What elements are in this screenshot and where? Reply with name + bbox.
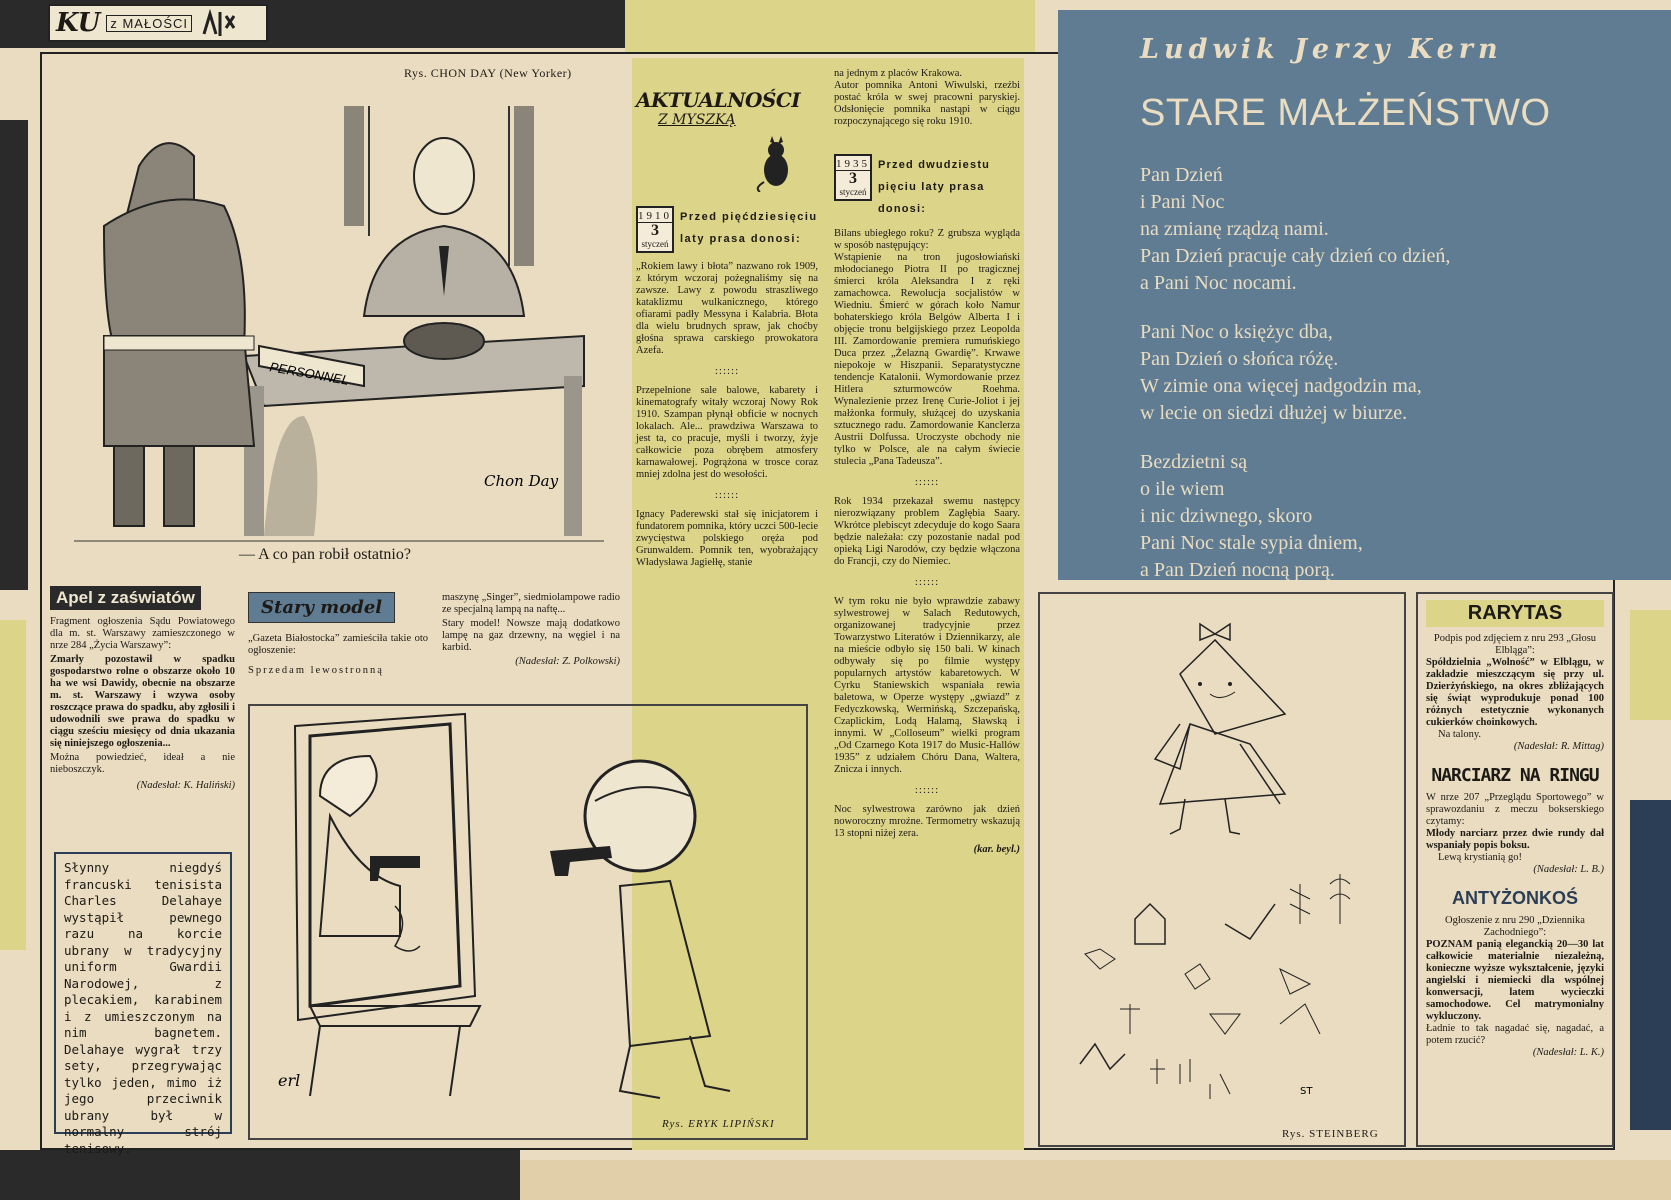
delahaye-text: Słynny niegdyś francuski tenisista Charles Delahaye wystąpił pewnego razu na korcie ubrany w tradycyjny uniform Gwardii Narodowej, z plecakiem, karabinem i z umieszczonym na nim bagnetem. Delahaye wygrał trzy sety, przegrywając tylko jeden, mimo iż jego przeciwnik ubrany był w normalny strój tenisowy. (64, 860, 222, 1156)
apel-section (50, 586, 235, 792)
poem-title: STARE MAŁŻEŃSTWO (1140, 92, 1551, 134)
stary-model-intro: „Gazeta Białostocka” zamieściła takie oto ogłoszenie: (248, 633, 428, 656)
anty-intro: Ogłoszenie z nru 290 „Dziennika Zachodniego”: (1445, 915, 1585, 938)
separator-4: :::::: (914, 576, 940, 588)
cartoon-lipinski-credit: Rys. ERYK LIPIŃSKI (662, 1118, 775, 1130)
narciarz-title: NARCIARZ NA RINGU (1431, 765, 1599, 786)
anty-credit: (Nadesłał: L. K.) (1532, 1047, 1604, 1058)
aktualnosci-1935-text-3: W tym roku nie było wprawdzie zabawy sylwestrowej w Salach Redutowych, organizowanej tradycyjnie przez Towarzystwo Literatów i Dziennikarzy, ale na mieście odbyło się 150 bali. W kinach odbywały się po filmie występy popularnych artystów kabaretowych. W Cyrku Staniewskich wspaniała rewia baletowa, w Operze występy „gwiazd” z Fedyczkowską, Wermińską, Szczepańską, Czaplickim, Lodą Halamą, Sławską i innymi. W „Colloseum” wielki program „Od Czarnego Kota 1917 do Music-Hallów 1935” z udziałem Chóru Dana, Waltera, Znicza i innych. (834, 596, 1020, 775)
right-yellow-block (1630, 610, 1671, 720)
narciarz-intro: W nrze 207 „Przeglądu Sportowego” w sprawozdaniu z meczu bokserskiego czytamy: (1426, 792, 1604, 827)
top-yellow-block (625, 0, 1035, 52)
cartoon-steinberg-credit: Rys. STEINBERG (1282, 1128, 1379, 1140)
right-sidebar (1416, 592, 1614, 1147)
poem-body (1140, 162, 1450, 606)
rarytas-title: RARYTAS (1426, 600, 1604, 627)
stary-model-col2 (442, 592, 620, 668)
aktualnosci-col2 (834, 68, 1020, 856)
separator-3: :::::: (914, 476, 940, 488)
poem-stanza-3: Bezdzietni są o ile wiem i nic dziwnego, skoro Pani Noc stale sypia dniem, a Pan Dzień nocną porą. (1140, 451, 1363, 581)
apel-credit: (Nadesłał: K. Haliński) (136, 780, 235, 791)
aktualnosci-1935-text-1: Bilans ubiegłego roku? Z grubsza wygląda w sposób następujący: Wstąpienie na tron jugosłowiański młodocianego Piotra II po tragicznej śmierci króla Aleksandra I z ręki zamachowca. Rewolucja socjalistów w Wiedniu. Śmierć w górach koło Namur bohaterskiego króla Belgów Alberta I i objęcie tronu belgijskiego przez Leopolda III. Zamordowanie premiera rumuńskiego Duca przez „Żelazną Gwardię”. Krwawe niepokoje w Hiszpanii. Separatystyczne tendencje Katalonii. Wymordowanie przez Hitlera szturmowców Roehma. Wynalezienie przez Irenę Curie-Joliot i jej małżonka formuły, służącej do uzyskania sztucznego radu. Zamordowanie Kanclerza Austrii Dolfussa. Uroczyste obchody nie tylko w Polsce, ale na całym świecie stulecia „Pana Tadeusza”. (834, 228, 1020, 467)
masthead-figure-icon (198, 8, 238, 38)
aktualnosci-logo-title: AKTUALNOŚCI (636, 88, 801, 112)
date-1910-month: styczeń (641, 239, 669, 249)
date-1935-year: 1935 (836, 158, 870, 170)
poem-stanza-1: Pan Dzień i Pani Noc na zmianę rządzą nami. Pan Dzień pracuje cały dzień co dzień, a Pani Noc nocami. (1140, 164, 1451, 294)
apel-intro: Fragment ogłoszenia Sądu Powiatowego dla m. st. Warszawy zamieszczonego w nrze 284 „Życia Warszawy”: (50, 616, 235, 651)
date-1910-year: 1910 (638, 210, 672, 222)
rarytas-credit: (Nadesłał: R. Mittag) (1513, 741, 1604, 752)
aktualnosci-intro-1935: Przed dwudziestu pięciu laty prasa donosi: (878, 159, 991, 215)
apel-outro: Można powiedzieć, ideał a nie nieboszczyk. (50, 752, 235, 775)
date-1935-month: styczeń (839, 187, 867, 197)
bottom-tan-band (520, 1160, 1671, 1200)
chon-day-signature: Chon Day (484, 472, 559, 490)
separator-1: :::::: (714, 365, 740, 377)
desk-sign-text: PERSONNEL (268, 359, 351, 388)
aktualnosci-signoff: (kar. beyl.) (973, 844, 1020, 855)
stary-model-credit: (Nadesłał: Z. Polkowski) (515, 656, 620, 667)
bottom-dark-band (0, 1150, 520, 1200)
date-box-1910 (636, 206, 674, 253)
steinberg-signature: ST (1300, 1086, 1313, 1097)
aktualnosci-logo-subtitle: Z MYSZKĄ (658, 112, 736, 128)
apel-body: Zmarły pozostawił w spadku gospodarstwo rolne o obszarze około 10 ha we wsi Dawidy, obecnie na obszarze m. st. Warszawy i wzywa osoby roszczące prawa do spadku, aby zgłosili i udowodnili swe prawa do spadku w ciągu sześciu miesięcy od dnia ukazania się niniejszego ogłoszenia... (50, 654, 235, 749)
poem-author: Ludwik Jerzy Kern (1140, 34, 1503, 65)
masthead-logo-text: KU (56, 8, 101, 38)
date-box-1935 (834, 154, 872, 201)
cartoon-steinberg (1038, 592, 1406, 1147)
cartoon-lipinski-drawing (250, 706, 806, 1106)
separator-2: :::::: (714, 489, 740, 501)
cartoon-chon-day (44, 56, 624, 576)
stary-model-ad-start: Sprzedam lewostronną (248, 665, 384, 676)
cartoon-top-credit: Rys. CHON DAY (New Yorker) (404, 66, 572, 80)
aktualnosci-1935-text-2: Rok 1934 przekazał swemu następcy nierozwiązany problem Zagłębia Saary. Wkrótce plebiscyt zdecyduje do kogo Saara będzie należała: czy pozostanie nadal pod opieką Ligi Narodów, czy będzie włączona do Francji, czy do Niemiec. (834, 496, 1020, 567)
poem-section (1058, 10, 1671, 580)
anty-body: POZNAM panią eleganckią 20—30 lat całkowicie materialnie niezależną, konieczne wyższe wykształcenie, języki angielski i niemiecki dla wspólnej konwersacji, latem wycieczki samochodowe. Cel matrymonialny wykluczony. (1426, 939, 1604, 1022)
aktualnosci-1910-text-3: Ignacy Paderewski stał się inicjatorem i fundatorem pomnika, który uczci 500-lecie zwycięstwa polskiego oręża pod Grunwaldem. Pomnik ten, wyobrażający Władysława Jagiełłę, stanie (636, 509, 818, 568)
rarytas-body: Spółdzielnia „Wolność” w Elblągu, w zakładzie mieszczącym się przy ul. Dzierżyńskiego, na okres zbliżających się świąt wyprodukuje ponad 100 różnych estetycznie wykonanych cukierków choinkowych. (1426, 657, 1604, 728)
narciarz-body: Młody narciarz przez dwie rundy dał wspaniały popis boksu. (1426, 828, 1604, 851)
masthead-label: z MAŁOŚCI (106, 15, 192, 32)
aktualnosci-1910-text-2: Przepełnione sale balowe, kabarety i kinematografy witały wczoraj Nowy Rok 1910. Szampan płynął obficie w nocnych lokalach. Ale... prawdziwa Warszawa to jest ta, co pracuje, myśli i tworzy, żyje całkowicie poza obrębem atmosfery karnawałowej. Pogrążona w trosce coraz mniej zdolna jest do wesołości. (636, 385, 818, 480)
left-yellow-bar (0, 620, 26, 950)
narciarz-outro: Lewą krystianią go! (1438, 852, 1522, 863)
stary-model-title: Stary model (248, 592, 395, 623)
rarytas-intro: Podpis pod zdjęciem z nru 293 „Głosu Elbląga”: (1433, 633, 1597, 656)
separator-5: :::::: (914, 784, 940, 796)
aktualnosci-col1 (636, 206, 818, 569)
aktualnosci-logo (636, 88, 816, 198)
cartoon-top-caption: — A co pan robił ostatnio? (239, 546, 411, 563)
anty-outro: Ładnie to tak nagadać się, nagadać, a potem rzucić? (1426, 1023, 1604, 1046)
right-navy-block (1630, 800, 1671, 1130)
left-dark-bar (0, 120, 28, 590)
apel-title: Apel z zaświatów (50, 586, 201, 610)
cartoon-lipinski (248, 704, 808, 1140)
narciarz-credit: (Nadesłał: L. B.) (1533, 864, 1604, 875)
aktualnosci-intro-1910: Przed pięćdziesięciu laty prasa donosi: (680, 211, 818, 245)
date-1910-day: 3 (651, 222, 659, 239)
masthead-logo (48, 4, 268, 42)
aktualnosci-col2-top: na jednym z placów Krakowa. Autor pomnika Antoni Wiwulski, rzeźbi postać króla w swej pracowni paryskiej. Odsłonięcie pomnika nastąpi w ciągu rozpoczynającego się roku 1910. (834, 68, 1020, 127)
delahaye-box (54, 852, 232, 1156)
poem-stanza-2: Pani Noc o księżyc dba, Pan Dzień o słońca różę. W zimie ona więcej nadgodzin ma, w lecie on siedzi dłużej w biurze. (1140, 321, 1422, 424)
cartoon-chon-day-drawing (44, 86, 624, 566)
mouse-icon (754, 132, 794, 192)
aktualnosci-1935-text-4: Noc sylwestrowa zarówno jak dzień noworoczny mroźne. Termometry wskazują 13 stopni niżej zera. (834, 804, 1020, 839)
stary-model-section (248, 592, 428, 677)
rarytas-outro: Na talony. (1438, 729, 1482, 740)
stary-model-ad-cont: maszynę „Singer”, siedmiolampowe radio ze specjalną lampą na naftę... (442, 592, 620, 615)
cartoon-steinberg-drawing (1040, 594, 1404, 1104)
aktualnosci-1910-text-1: „Rokiem lawy i błota” nazwano rok 1909, z którym wczoraj pożegnaliśmy się na zawsze. Lawy z powodu straszliwego kataklizmu wulkanicznego, którego ofiarami padły Messyna i Kalabria. Błota dla wielu brudnych spraw, jak choćby głośna sprawa carskiego prowokatora Azefa. (636, 261, 818, 356)
lipinski-signature: erl (278, 1071, 301, 1090)
stary-model-comment: Stary model! Nowsze mają dodatkowo lampę na gaz drzewny, na węgiel i na karbid. (442, 618, 620, 653)
date-1935-day: 3 (849, 170, 857, 187)
anty-title: ANTYŻONKOŚ (1452, 888, 1578, 908)
